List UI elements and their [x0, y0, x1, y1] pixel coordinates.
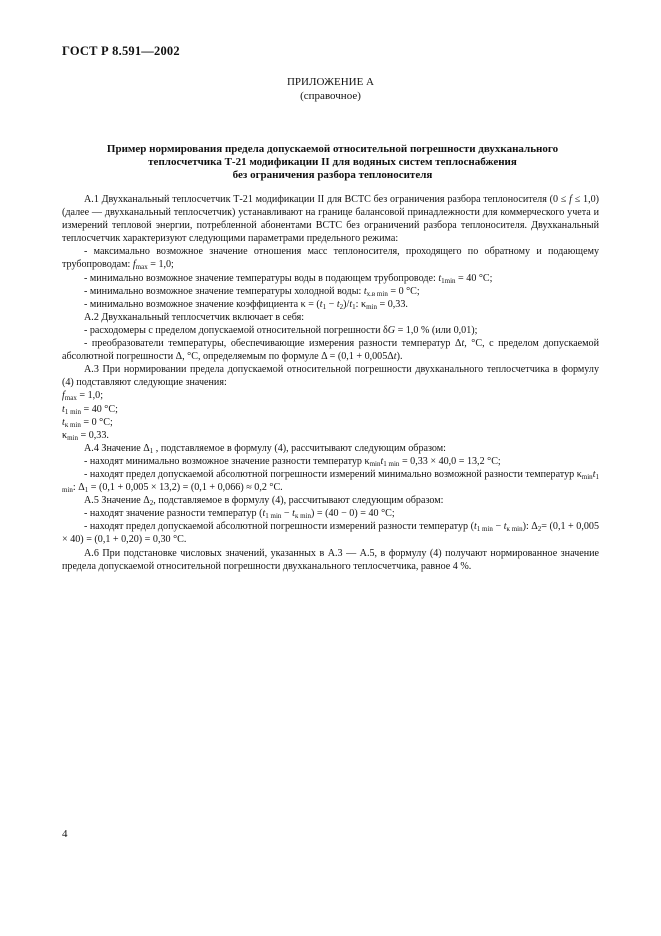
text: - расходомеры с пределом допускаемой относительной погрешности δ: [84, 324, 388, 336]
text: А.1 Двухканальный теплосчетчик Т-21 модификации II для ВСТС без ограничения разбора теплоносителя (0 ≤: [84, 194, 570, 205]
subscript: 1 min: [62, 472, 599, 495]
subscript: к min: [294, 512, 312, 521]
subscript: min: [369, 459, 381, 468]
text: - минимально возможное значение температуры холодной воды:: [84, 285, 364, 297]
value-line: [62, 416, 599, 429]
appendix-label: ПРИЛОЖЕНИЕ А: [286, 76, 374, 88]
list-item: [62, 468, 599, 494]
subscript: 1 min: [64, 407, 81, 416]
text: - максимально возможное значение отношения масс теплоносителя, проходящего по обратному и подающему трубопроводам:: [62, 246, 599, 271]
page-number: 4: [62, 828, 68, 840]
text: = 40 °C;: [80, 403, 118, 415]
text: ).: [396, 351, 403, 363]
subscript: max: [64, 394, 77, 403]
subscript: х.в min: [366, 289, 388, 298]
text: = 0 °C;: [387, 285, 420, 297]
text: )/: [343, 298, 350, 310]
var: t: [380, 455, 384, 467]
standard-header: ГОСТ Р 8.591—2002: [62, 44, 180, 58]
subscript: 1min: [441, 276, 456, 285]
appendix-note: (справочное): [300, 90, 361, 102]
list-item: [62, 285, 599, 298]
text: −: [492, 521, 504, 533]
subscript: min: [67, 433, 78, 442]
var: t: [461, 338, 465, 350]
text: - находят значение разности температур (: [84, 508, 263, 520]
var: f: [569, 194, 572, 205]
text: = 1,0;: [76, 390, 104, 402]
text: , подставляемое в формулу (4), рассчитывают следующим образом:: [153, 495, 444, 507]
list-item: [62, 337, 599, 363]
subscript: min: [366, 302, 377, 311]
text: - находят предел допускаемой абсолютной погрешности измерений минимально возможной разности температур κ: [84, 468, 582, 480]
var: t: [438, 272, 442, 284]
paragraph-a6: А.6 При подстановке числовых значений, указанных в А.3 — А.5, в формулу (4) получают нормированное значение предела допускаемой относительной погрешности двухканального теплосчетчика, равное 4 %.: [62, 547, 599, 572]
subscript: 2: [339, 302, 344, 311]
text: : κ: [355, 298, 367, 310]
subscript: max: [135, 263, 148, 272]
var: κ: [62, 429, 68, 441]
subscript: к min: [64, 420, 81, 429]
list-item: [62, 520, 599, 546]
var: f: [62, 390, 65, 402]
text: ) = (40 − 0) = 40 °C;: [311, 508, 395, 520]
var: t: [292, 508, 295, 520]
paragraph-a1: [62, 193, 599, 245]
text: , подставляемое в формулу (4), рассчитывают следующим образом:: [153, 442, 446, 454]
title-line: Пример нормирования предела допускаемой относительной погрешности двухканального: [106, 143, 559, 155]
paragraph-a4: [62, 442, 599, 455]
var: G: [387, 324, 396, 336]
text: = (0,1 + 0,005 × 13,2) = (0,1 + 0,066) ≈ 0,2 °C.: [88, 482, 283, 494]
text: = 1,0;: [147, 259, 174, 271]
var: f: [132, 259, 136, 271]
title-line: теплосчетчика Т-21 модификации II для водяных систем теплоснабжения: [148, 156, 517, 169]
title-line: без ограничения разбора теплоносителя: [232, 169, 433, 182]
subscript: 2: [149, 499, 154, 508]
var: t: [363, 285, 367, 297]
text: - преобразователи температуры, обеспечивающие измерения разности температур Δ: [84, 338, 462, 350]
text: ≤ 1,0) (далее — двухканальный теплосчетчик) устанавливают на границе балансовой принадлежности для коммерческого учета и измерений тепловой энергии, потребленной абонентами ВСТС без ограничений разбора теплоносителя. Двухканальный теплосчетчик характеризуют следующими параметрами предельного режима:: [62, 194, 599, 245]
subscript: 1 min: [265, 512, 282, 521]
text: = 0,33.: [77, 429, 109, 441]
var: t: [473, 521, 477, 533]
text: = 1,0 % (или 0,01);: [395, 324, 478, 336]
var: t: [503, 521, 507, 533]
var: t: [336, 298, 340, 310]
subscript: 1 min: [383, 459, 400, 468]
list-item: [62, 507, 599, 520]
var: t: [592, 468, 596, 480]
text: = 0,33.: [376, 298, 408, 310]
value-line: [62, 389, 599, 402]
paragraph-a3: А.3 При нормировании предела допускаемой относительной погрешности двухканального теплосчетчика в формулу (4) подставляют следующие значения:: [62, 364, 599, 389]
var: t: [62, 403, 65, 415]
subscript: к min: [506, 525, 523, 534]
subscript: 1: [352, 302, 356, 311]
subscript: min: [581, 472, 593, 481]
text: = 40 °C;: [455, 272, 493, 284]
var: t: [262, 508, 266, 520]
subscript: 1: [84, 486, 89, 495]
subscript: 2: [537, 525, 542, 534]
var: t: [62, 416, 65, 428]
value-line: [62, 403, 599, 416]
appendix-title: [80, 143, 585, 183]
text: - минимально возможное значение коэффициента κ = (: [84, 298, 320, 310]
paragraph-a2: А.2 Двухканальный теплосчетчик включает в себя:: [84, 311, 305, 323]
text: = (0,1 + 0,005 × 40) = (0,1 + 0,20) = 0,30 °C.: [62, 521, 599, 546]
text: - минимально возможное значение температуры воды в подающем трубопроводе:: [84, 272, 439, 284]
subscript: 1: [322, 302, 327, 311]
list-item: [62, 455, 599, 468]
text: −: [281, 508, 293, 520]
list-item: [62, 298, 599, 311]
text: ): Δ: [522, 521, 538, 533]
text: А.4 Значение Δ: [84, 442, 150, 454]
text: , °C, с пределом допускаемой абсолютной погрешности Δ, °C, определяемым по формуле Δ = (0,1 + 0,005Δ: [62, 338, 599, 363]
list-item: [62, 324, 599, 337]
paragraph-a5: [62, 494, 599, 507]
text: = 0,33 × 40,0 = 13,2 °C;: [399, 455, 501, 467]
text: А.5 Значение Δ: [84, 495, 150, 507]
var: t: [319, 298, 323, 310]
text: = 0 °C;: [80, 416, 113, 428]
subscript: 1: [149, 446, 154, 455]
value-line: [62, 429, 599, 442]
text: - находят минимально возможное значение разности температур κ: [84, 455, 370, 467]
var: t: [349, 298, 353, 310]
text: - находят предел допускаемой абсолютной погрешности измерений разности температур (: [84, 521, 474, 533]
subscript: 1 min: [476, 525, 493, 534]
appendix-body: [62, 193, 599, 573]
text: : Δ: [72, 482, 85, 494]
list-item: [62, 245, 599, 271]
list-item: [62, 272, 599, 285]
var: t: [393, 351, 397, 363]
text: −: [326, 298, 337, 310]
